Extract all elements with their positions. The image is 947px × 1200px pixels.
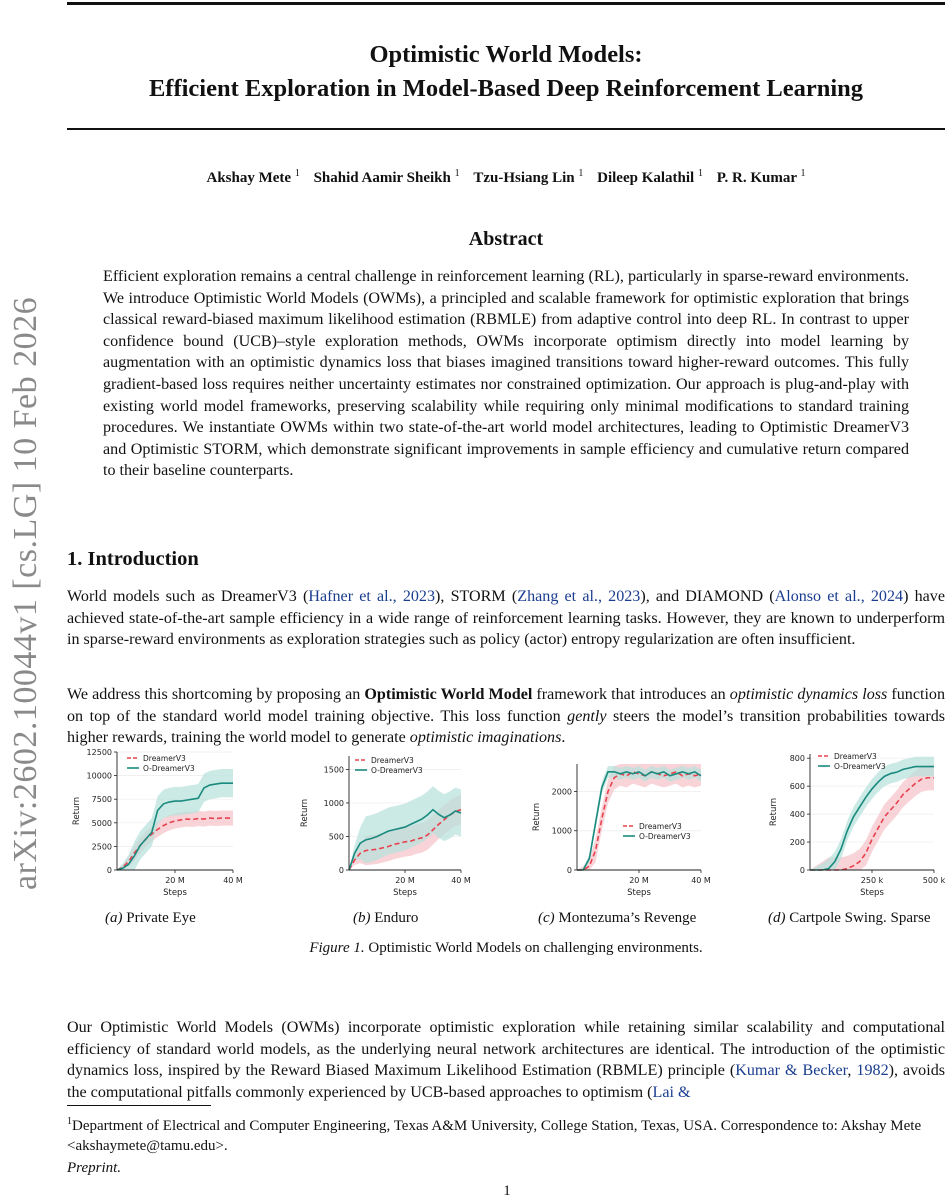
y-tick-label: 0: [106, 866, 112, 875]
y-tick-label: 0: [338, 866, 344, 875]
intro-paragraph-3: Our Optimistic World Models (OWMs) incorporate optimistic exploration while retaining similar scalability and computational efficiency of standard world models, as the underlying neural network architectures are identical. The introduction of the optimistic dynamics loss, inspired by the Reward Biased Maximum Likelihood Estimation (RBMLE) principle (Kumar & Becker, 1982), avoids the computational pitfalls commonly experienced by UCB-based approaches to optimism (Lai &: [67, 1019, 946, 1101]
y-axis-label: Return: [532, 802, 542, 832]
y-tick-label: 1000: [551, 826, 572, 836]
intro-paragraph-1: World models such as DreamerV3 (Hafner et al., 2023), STORM (Zhang et al., 2023), and DIAMOND (Alonso et al., 2024) have achieved state-of-the-art sample efficiency in a wide range of reinforcement learning tasks. However, they are known to underperform in sparse-reward environments as exploration strategies such as policy (actor) entropy regularization are often insufficient.: [67, 588, 945, 649]
x-tick-label: 20 M: [629, 876, 649, 885]
author-list: [67, 168, 945, 187]
y-tick-label: 7500: [91, 795, 112, 805]
plot-cartpole: [764, 746, 947, 901]
y-tick-label: 200: [789, 838, 805, 848]
paper-title: [67, 38, 945, 106]
top-rule: [67, 2, 945, 5]
legend-label: DreamerV3: [639, 822, 682, 831]
legend-label: O-DreamerV3: [371, 766, 423, 775]
footnote: $^1$Department of Electrical and Computer Engineering, Texas A&M University, College Station, Texas, USA. Correspondence to: Akshay Mete <akshaymete@tamu.edu>.: [67, 1116, 922, 1154]
subcaption-c: (c) Montezuma’s Revenge: [538, 910, 697, 926]
legend-label: O-DreamerV3: [639, 832, 691, 841]
y-tick-label: 2500: [91, 842, 112, 852]
legend-label: O-DreamerV3: [834, 762, 886, 771]
x-tick-label: 40 M: [223, 876, 243, 885]
plot-montezuma: [527, 746, 717, 901]
y-axis-label: Return: [769, 797, 779, 827]
author: Akshay Mete $^1$: [206, 168, 300, 186]
chart-group: [300, 756, 471, 898]
x-axis-label: Steps: [393, 888, 417, 898]
x-tick-label: 20 M: [165, 876, 185, 885]
chart-group: [72, 748, 243, 898]
citation-link[interactable]: Lai &: [652, 1083, 691, 1101]
y-axis-label: Return: [72, 796, 82, 826]
abstract-heading: Abstract: [468, 228, 544, 250]
figure-1: [67, 746, 947, 906]
page-number: 1: [503, 1183, 511, 1199]
abstract-text: Efficient exploration remains a central challenge in reinforcement learning (RL), particularly in sparse-reward environments. We introduce Optimistic World Models (OWMs), a principled and scalable framework for optimistic exploration that brings classical reward-biased maximum likelihood estimation (RBMLE) from adaptive control into deep RL. In contrast to upper confidence bound (UCB)–style exploration methods, OWMs incorporate optimism directly into model learning by augmentation with an optimistic dynamics loss that biases imagined transitions toward higher-reward outcomes. This fully gradient-based loss requires neither uncertainty estimates nor constrained optimization. Our approach is plug-and-play with existing world model frameworks, preserving scalability while requiring only minimal modifications to standard training procedures. We instantiate OWMs within two state-of-the-art world model architectures, leading to Optimistic DreamerV3 and Optimistic STORM, which demonstrate significant improvements in sample efficiency and cumulative return compared to their baseline counterparts.: [103, 268, 909, 480]
citation-link[interactable]: Hafner et al., 2023: [308, 588, 436, 605]
y-tick-label: 500: [328, 832, 344, 842]
citation-link[interactable]: Alonso et al., 2024: [774, 588, 904, 605]
author: Shahid Aamir Sheikh $^1$: [313, 168, 460, 186]
x-tick-label: 250 k: [860, 876, 884, 885]
plot-enduro: [295, 746, 475, 901]
footnote-rule: [67, 1105, 211, 1106]
x-tick-label: 20 M: [395, 876, 415, 885]
arxiv-stamp: arXiv:2602.10044v1 [cs.LG] 10 Feb 2026: [7, 296, 44, 890]
citation-link[interactable]: Kumar & Becker: [735, 1062, 848, 1080]
confidence-band: [577, 764, 701, 870]
y-tick-label: 2000: [551, 787, 572, 797]
legend-label: DreamerV3: [371, 756, 414, 765]
x-axis-label: Steps: [163, 888, 187, 898]
citation-link[interactable]: 1982: [856, 1062, 889, 1080]
author: Tzu-Hsiang Lin $^1$: [473, 168, 584, 186]
y-tick-label: 10000: [86, 771, 112, 781]
legend-label: O-DreamerV3: [143, 764, 195, 773]
subcaption-b: (b) Enduro: [353, 910, 419, 926]
subcaption-d: (d) Cartpole Swing. Sparse: [768, 910, 931, 926]
x-tick-label: 500 k: [922, 876, 946, 885]
y-axis-label: Return: [300, 798, 310, 828]
x-tick-label: 40 M: [691, 876, 711, 885]
y-tick-label: 600: [789, 782, 805, 792]
plot-private-eye: [67, 746, 247, 901]
legend-label: DreamerV3: [834, 752, 877, 761]
title-line-2: Efficient Exploration in Model-Based Deep Reinforcement Learning: [148, 75, 864, 102]
y-tick-label: 800: [789, 754, 805, 764]
intro-paragraph-2: We address this shortcoming by proposing an Optimistic World Model framework that introduces an optimistic dynamics loss function on top of the standard world model training objective. This loss function gently steers the model’s transition probabilities towards higher rewards, training the world model to generate optimistic imaginations.: [67, 686, 946, 747]
citation-link[interactable]: Zhang et al., 2023: [517, 588, 641, 605]
x-axis-label: Steps: [627, 888, 651, 898]
y-tick-label: 0: [799, 866, 805, 875]
section-heading-introduction: 1. Introduction: [67, 548, 199, 570]
preprint-label: Preprint.: [67, 1160, 122, 1176]
y-tick-label: 12500: [86, 748, 112, 757]
confidence-band: [349, 786, 461, 870]
author: P. R. Kumar $^1$: [716, 168, 806, 186]
chart-group: [769, 752, 946, 898]
legend-label: DreamerV3: [143, 754, 186, 763]
title-rule: [67, 128, 945, 130]
y-tick-label: 1000: [323, 798, 344, 808]
figure-caption: Figure 1. Optimistic World Models on challenging environments.: [309, 940, 703, 956]
subcaption-a: (a) Private Eye: [105, 910, 196, 926]
chart-group: [532, 764, 711, 898]
y-tick-label: 400: [789, 810, 805, 820]
y-tick-label: 0: [566, 866, 572, 875]
x-axis-label: Steps: [860, 888, 884, 898]
x-tick-label: 40 M: [451, 876, 471, 885]
y-tick-label: 5000: [91, 818, 112, 828]
author: Dileep Kalathil $^1$: [597, 168, 703, 186]
title-line-1: Optimistic World Models:: [369, 41, 643, 68]
y-tick-label: 1500: [323, 765, 344, 775]
confidence-band: [810, 757, 934, 870]
